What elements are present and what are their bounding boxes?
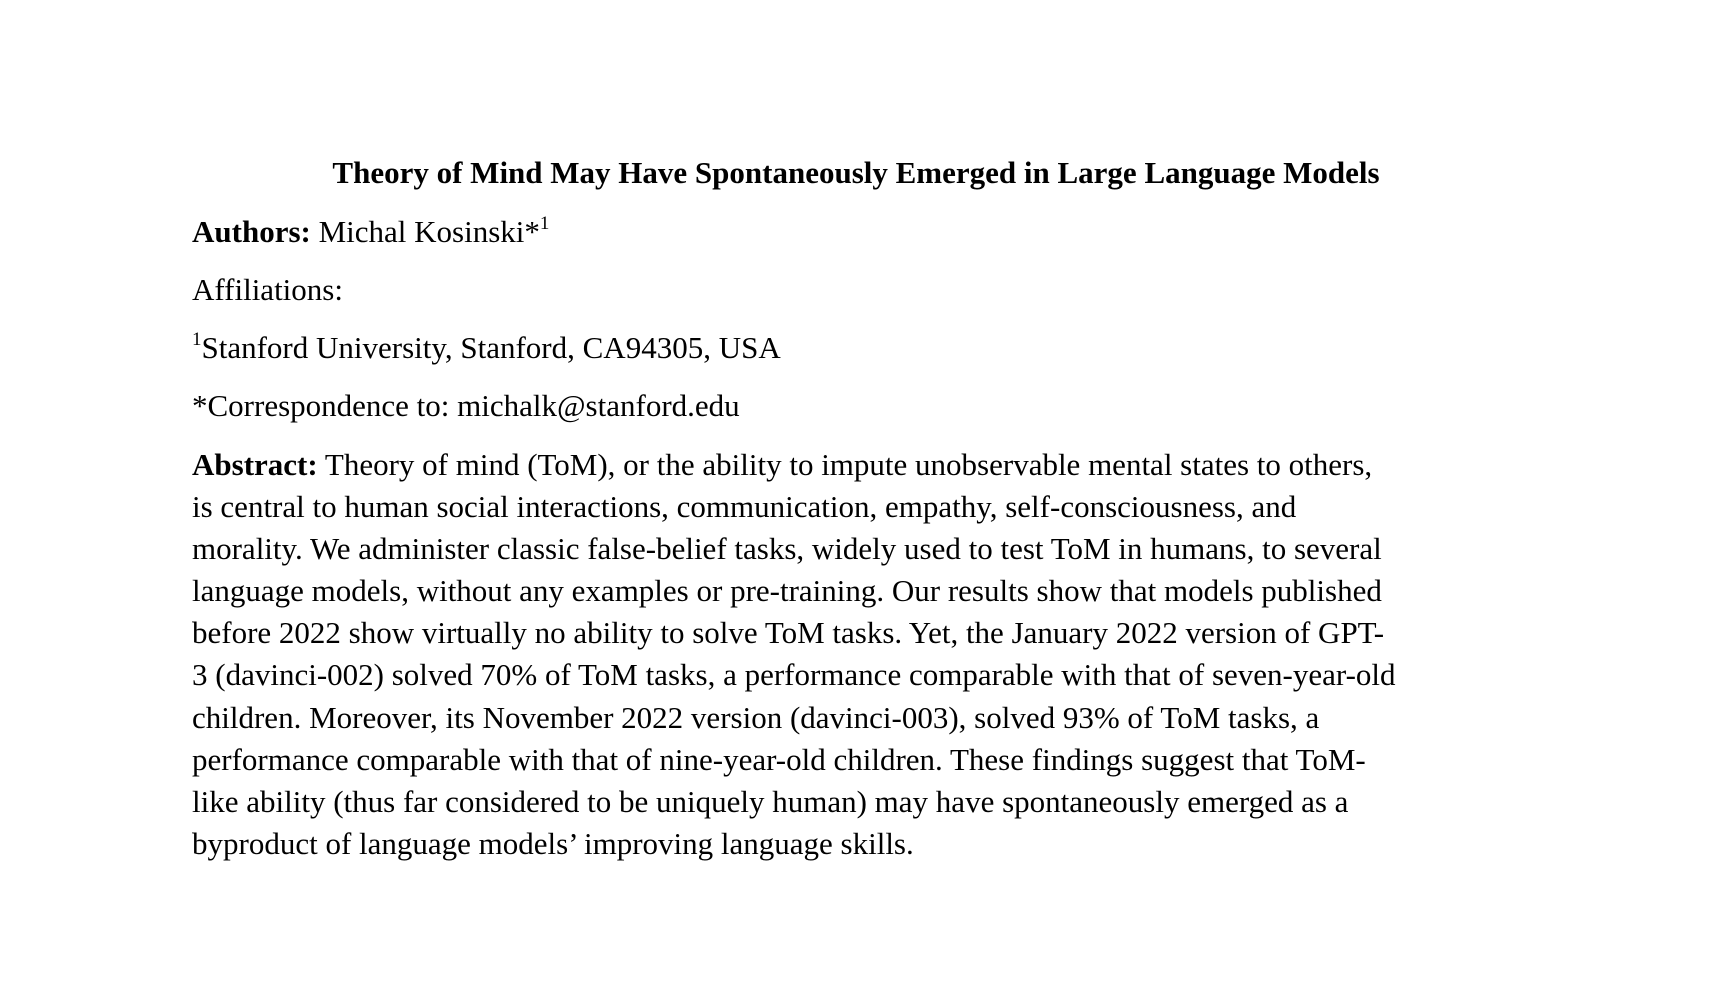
author-name: Michal Kosinski*: [318, 214, 540, 249]
abstract-line: before 2022 show virtually no ability to solve ToM tasks. Yet, the January 2022 version of GPT-: [192, 615, 1385, 651]
correspondence-line: *Correspondence to: michalk@stanford.edu: [192, 388, 740, 423]
abstract-line: performance comparable with that of nine-year-old children. These findings suggest that ToM-: [192, 741, 1366, 777]
abstract-line: children. Moreover, its November 2022 version (davinci-003), solved 93% of ToM tasks, a: [192, 699, 1320, 735]
abstract-label: Abstract:: [192, 447, 318, 482]
abstract-line: like ability (thus far considered to be uniquely human) may have spontaneously emerged as a: [192, 783, 1349, 819]
abstract-line: language models, without any examples or pre-training. Our results show that models published: [192, 573, 1382, 609]
abstract-text: Theory of mind (ToM), or the ability to impute unobservable mental states to others,: [317, 447, 1373, 482]
affiliation-line: [192, 328, 781, 368]
authors-line: [192, 212, 549, 252]
abstract-line: 3 (davinci-002) solved 70% of ToM tasks, a performance comparable with that of seven-year-old: [192, 657, 1396, 693]
abstract: [192, 444, 1462, 865]
abstract-line: [192, 444, 1462, 486]
paper-title: Theory of Mind May Have Spontaneously Emerged in Large Language Models: [332, 155, 1380, 190]
author-affiliation-marker: 1: [539, 213, 550, 234]
affiliation-marker: 1: [192, 329, 202, 350]
affiliations-label: Affiliations:: [192, 272, 343, 307]
abstract-line: is central to human social interactions, communication, empathy, self-consciousness, and: [192, 489, 1297, 525]
abstract-line: byproduct of language models’ improving language skills.: [192, 825, 914, 861]
abstract-line: morality. We administer classic false-belief tasks, widely used to test ToM in humans, to several: [192, 531, 1382, 567]
authors-label: Authors:: [192, 214, 311, 249]
affiliation-text: Stanford University, Stanford, CA94305, USA: [201, 330, 781, 365]
